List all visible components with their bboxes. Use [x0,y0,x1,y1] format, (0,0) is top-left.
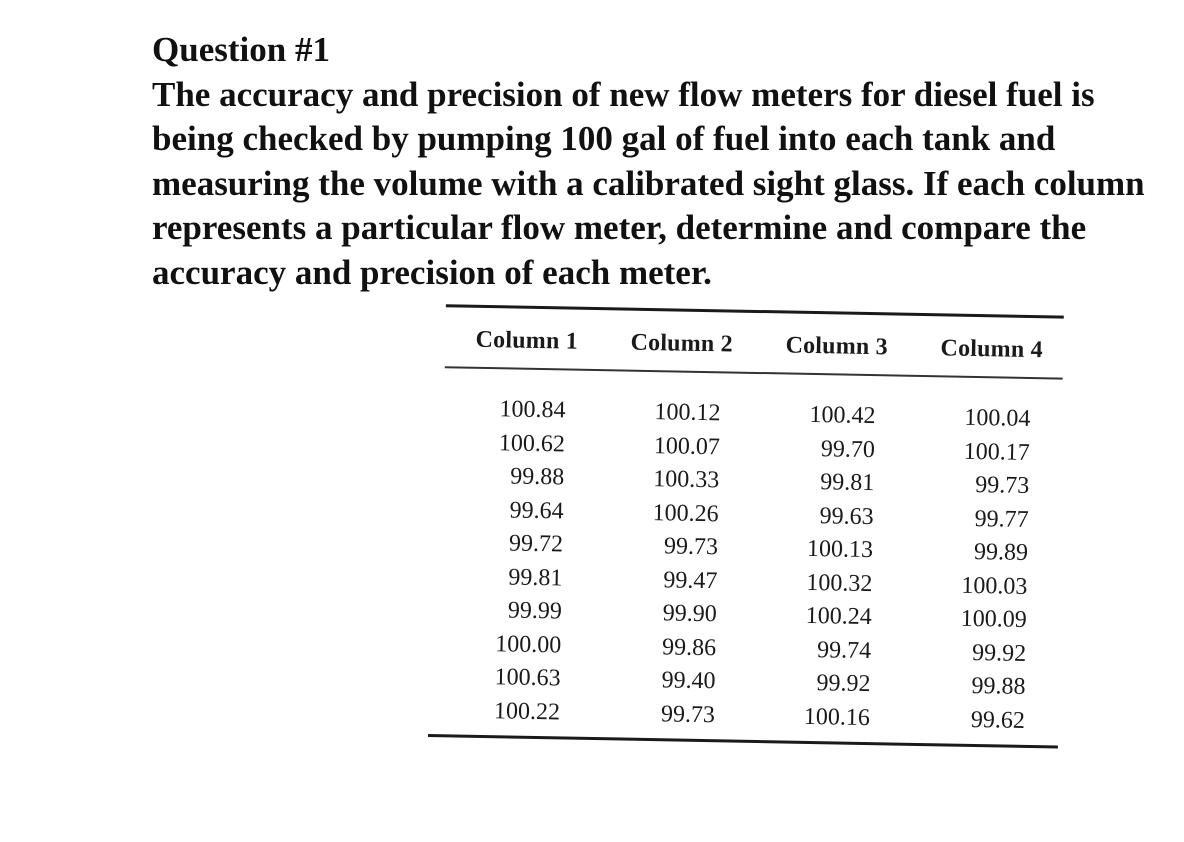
table-cell: 100.03 [961,572,1028,600]
table-cell: 99.92 [971,639,1027,667]
table-cell: 100.84 [499,396,566,424]
table-cell: 99.92 [816,670,871,698]
table-top-rule [446,304,1064,318]
table-cell: 99.86 [661,633,717,661]
column-header: Column 1 [475,326,579,355]
table-cell: 99.47 [663,566,718,594]
table-cell: 99.73 [663,533,719,561]
table-cell: 99.89 [973,538,1029,566]
column-header: Column 4 [940,335,1044,364]
column-header: Column 3 [785,332,889,361]
table-cell: 99.99 [507,597,563,625]
table-column-4 [907,401,1068,739]
table-cell: 100.09 [960,605,1027,633]
table-body [442,392,1068,738]
table-cell: 100.42 [809,401,876,430]
table-cell: 99.77 [974,505,1029,533]
table-cell: 99.88 [510,463,565,491]
table-cell: 100.26 [652,499,719,527]
table-cell: 100.16 [803,703,871,731]
table-cell: 100.22 [493,697,561,725]
table-cell: 99.64 [509,496,564,524]
table-cell: 99.70 [820,435,876,463]
table-cell: 99.81 [819,469,875,497]
table-cell: 100.12 [654,399,721,427]
table-cell: 99.88 [971,672,1026,700]
table-cell: 100.07 [653,432,721,460]
table-cell: 100.62 [498,429,566,457]
column-header: Column 2 [630,329,734,358]
table-cell: 99.81 [508,563,563,591]
table-cell: 99.72 [508,530,564,558]
question-text: The accuracy and precision of new flow meters for diesel fuel is being checked by pumping 100 gal of fuel into each tank and measuring the volume with a calibrated sight glass. If each column represents a particular flow meter, determine and compare the accuracy and precision of each meter. [152,74,1145,292]
table-cell: 99.63 [819,502,874,530]
table-cell: 100.00 [494,630,562,658]
table-cell: 99.74 [816,636,872,664]
table-cell: 100.17 [963,438,1031,466]
table-cell: 100.24 [805,602,873,631]
table-column-1 [442,392,603,730]
table-cell: 100.33 [653,466,720,494]
table-cell: 100.32 [806,569,873,597]
table-cell: 100.04 [964,404,1031,432]
table-cell: 99.62 [970,706,1026,734]
table-column-2 [597,395,758,733]
table-cell: 99.40 [661,667,716,695]
table-cell: 100.63 [494,664,561,692]
question-title: Question #1 [152,30,330,69]
flow-meter-table [423,300,1072,782]
table-column-3 [752,398,913,736]
table-cell: 99.90 [662,600,718,628]
table-cell: 99.73 [660,700,716,728]
table-header-row [449,326,1070,377]
table-cell: 99.73 [974,471,1030,499]
table-content [449,326,1070,734]
table-cell: 100.13 [806,535,874,564]
question-block [152,28,1152,295]
